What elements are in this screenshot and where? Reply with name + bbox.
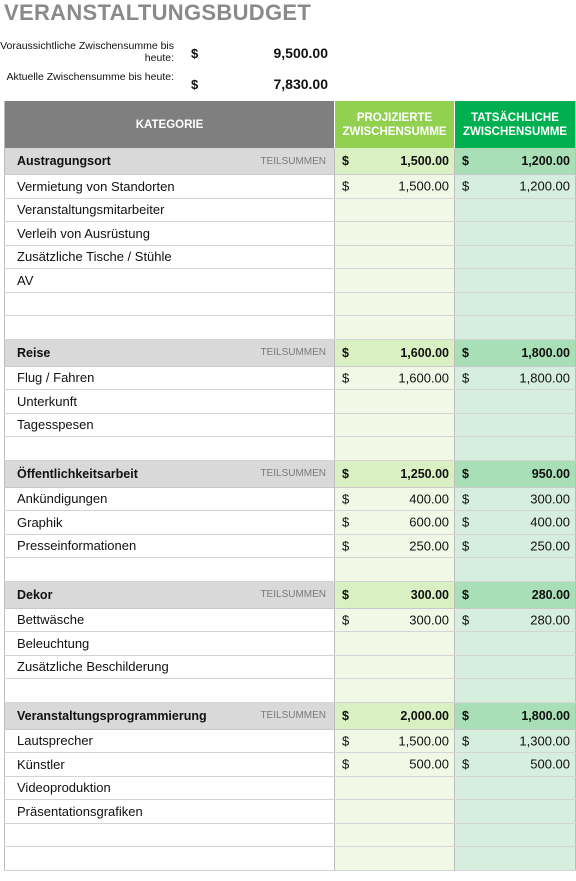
item-actual-cell[interactable] bbox=[455, 316, 576, 340]
table-row bbox=[5, 198, 576, 222]
item-projected-cell[interactable] bbox=[335, 245, 455, 269]
item-name[interactable]: Präsentationsgrafiken bbox=[5, 800, 335, 824]
item-actual-cell[interactable] bbox=[455, 800, 576, 824]
item-name[interactable] bbox=[5, 558, 335, 582]
projected-summary-value: 9,500.00 bbox=[273, 45, 328, 61]
item-projected-amount: 500.00 bbox=[409, 756, 450, 772]
item-projected-cell[interactable] bbox=[335, 729, 455, 753]
item-actual-cell[interactable] bbox=[455, 632, 576, 656]
item-projected-cell[interactable] bbox=[335, 198, 455, 222]
item-projected-currency: $ bbox=[342, 491, 350, 507]
item-name[interactable]: Ankündigungen bbox=[5, 487, 335, 511]
item-actual-cell[interactable] bbox=[455, 413, 576, 437]
category-name[interactable]: Dekor bbox=[5, 581, 245, 608]
item-name[interactable]: Graphik bbox=[5, 511, 335, 535]
item-name[interactable]: AV bbox=[5, 269, 335, 293]
item-actual-cell[interactable] bbox=[455, 487, 576, 511]
item-projected-currency: $ bbox=[342, 612, 350, 628]
item-projected-cell[interactable] bbox=[335, 847, 455, 871]
item-projected-cell[interactable] bbox=[335, 823, 455, 847]
item-projected-cell[interactable] bbox=[335, 269, 455, 293]
item-name[interactable]: Künstler bbox=[5, 753, 335, 777]
item-actual-cell[interactable] bbox=[455, 366, 576, 390]
item-name[interactable]: Veranstaltungsmitarbeiter bbox=[5, 198, 335, 222]
item-name[interactable]: Vermietung von Standorten bbox=[5, 175, 335, 199]
item-actual-amount: 400.00 bbox=[530, 514, 571, 530]
table-row bbox=[5, 316, 576, 340]
table-row bbox=[5, 632, 576, 656]
item-name[interactable] bbox=[5, 316, 335, 340]
item-name[interactable]: Videoproduktion bbox=[5, 776, 335, 800]
item-actual-cell[interactable] bbox=[455, 390, 576, 414]
item-actual-currency: $ bbox=[462, 756, 470, 772]
item-projected-cell[interactable] bbox=[335, 437, 455, 461]
category-actual-currency: $ bbox=[462, 587, 469, 602]
item-name[interactable]: Zusätzliche Tische / Stühle bbox=[5, 245, 335, 269]
category-actual-amount: 1,200.00 bbox=[521, 154, 571, 168]
subtotal-label: TEILSUMMEN bbox=[245, 148, 335, 175]
item-projected-currency: $ bbox=[342, 370, 350, 386]
table-row bbox=[5, 608, 576, 632]
item-projected-currency: $ bbox=[342, 733, 350, 749]
item-name[interactable]: Tagesspesen bbox=[5, 413, 335, 437]
item-projected-currency: $ bbox=[342, 538, 350, 554]
item-projected-cell[interactable] bbox=[335, 222, 455, 246]
category-name[interactable]: Austragungsort bbox=[5, 148, 245, 175]
table-row bbox=[5, 366, 576, 390]
table-header-row bbox=[5, 101, 576, 148]
category-name[interactable]: Reise bbox=[5, 339, 245, 366]
category-row bbox=[5, 581, 576, 608]
item-actual-cell[interactable] bbox=[455, 269, 576, 293]
category-projected-cell[interactable] bbox=[335, 581, 455, 608]
item-projected-cell[interactable] bbox=[335, 534, 455, 558]
item-actual-cell[interactable] bbox=[455, 608, 576, 632]
category-row bbox=[5, 702, 576, 729]
item-projected-amount: 250.00 bbox=[409, 538, 450, 554]
category-projected-amount: 1,250.00 bbox=[400, 466, 450, 481]
item-actual-amount: 250.00 bbox=[530, 538, 571, 554]
table-row bbox=[5, 823, 576, 847]
actual-summary-label: Aktuelle Zwischensumme bis heute: bbox=[6, 71, 174, 83]
item-projected-cell[interactable] bbox=[335, 655, 455, 679]
table-row bbox=[5, 175, 576, 199]
projected-summary bbox=[0, 40, 340, 70]
category-projected-amount: 2,000.00 bbox=[400, 708, 450, 723]
item-actual-currency: $ bbox=[462, 514, 470, 530]
category-actual-cell[interactable] bbox=[455, 460, 576, 487]
projected-summary-label: Voraussichtliche Zwischensumme bis heute: bbox=[0, 40, 174, 64]
item-projected-cell[interactable] bbox=[335, 776, 455, 800]
category-actual-currency: $ bbox=[462, 466, 469, 481]
item-actual-cell[interactable] bbox=[455, 823, 576, 847]
header-projected: PROJIZIERTE ZWISCHENSUMME bbox=[335, 101, 455, 148]
category-actual-cell[interactable] bbox=[455, 702, 576, 729]
item-projected-currency: $ bbox=[342, 178, 350, 194]
item-name[interactable]: Flug / Fahren bbox=[5, 366, 335, 390]
subtotal-label: TEILSUMMEN bbox=[245, 460, 335, 487]
item-actual-cell[interactable] bbox=[455, 558, 576, 582]
item-projected-cell[interactable] bbox=[335, 558, 455, 582]
item-actual-amount: 1,300.00 bbox=[519, 733, 571, 749]
table-row bbox=[5, 390, 576, 414]
category-name[interactable]: Öffentlichkeitsarbeit bbox=[5, 460, 245, 487]
item-actual-cell[interactable] bbox=[455, 534, 576, 558]
table-row bbox=[5, 558, 576, 582]
item-actual-amount: 280.00 bbox=[530, 612, 571, 628]
budget-body bbox=[5, 148, 576, 870]
table-row bbox=[5, 487, 576, 511]
table-row bbox=[5, 534, 576, 558]
category-projected-cell[interactable] bbox=[335, 460, 455, 487]
projected-summary-currency: $ bbox=[191, 46, 199, 61]
category-actual-amount: 950.00 bbox=[531, 466, 571, 481]
item-projected-amount: 1,500.00 bbox=[398, 733, 450, 749]
item-actual-currency: $ bbox=[462, 538, 470, 554]
item-projected-cell[interactable] bbox=[335, 413, 455, 437]
item-projected-cell[interactable] bbox=[335, 632, 455, 656]
item-actual-amount: 500.00 bbox=[530, 756, 571, 772]
table-row bbox=[5, 413, 576, 437]
item-actual-currency: $ bbox=[462, 733, 470, 749]
category-row bbox=[5, 339, 576, 366]
item-projected-cell[interactable] bbox=[335, 487, 455, 511]
item-name[interactable]: Presseinformationen bbox=[5, 534, 335, 558]
item-name[interactable]: Bettwäsche bbox=[5, 608, 335, 632]
category-actual-currency: $ bbox=[462, 154, 469, 168]
table-row bbox=[5, 245, 576, 269]
category-actual-currency: $ bbox=[462, 708, 469, 723]
item-actual-cell[interactable] bbox=[455, 437, 576, 461]
subtotal-label: TEILSUMMEN bbox=[245, 702, 335, 729]
subtotal-label: TEILSUMMEN bbox=[245, 581, 335, 608]
item-actual-currency: $ bbox=[462, 370, 470, 386]
table-row bbox=[5, 753, 576, 777]
item-projected-cell[interactable] bbox=[335, 800, 455, 824]
item-actual-currency: $ bbox=[462, 612, 470, 628]
category-actual-cell[interactable] bbox=[455, 339, 576, 366]
table-row bbox=[5, 655, 576, 679]
table-row bbox=[5, 511, 576, 535]
category-projected-currency: $ bbox=[342, 154, 349, 168]
header-category: KATEGORIE bbox=[5, 101, 335, 148]
item-actual-cell[interactable] bbox=[455, 679, 576, 703]
item-projected-amount: 1,600.00 bbox=[398, 370, 450, 386]
item-name[interactable]: Beleuchtung bbox=[5, 632, 335, 656]
category-actual-amount: 1,800.00 bbox=[521, 345, 571, 360]
category-actual-amount: 1,800.00 bbox=[521, 708, 571, 723]
item-actual-cell[interactable] bbox=[455, 222, 576, 246]
item-actual-cell[interactable] bbox=[455, 292, 576, 316]
item-actual-currency: $ bbox=[462, 491, 470, 507]
actual-summary bbox=[0, 71, 340, 101]
budget-table bbox=[4, 101, 576, 871]
item-actual-cell[interactable] bbox=[455, 245, 576, 269]
item-projected-currency: $ bbox=[342, 756, 350, 772]
subtotal-label: TEILSUMMEN bbox=[245, 339, 335, 366]
actual-summary-value: 7,830.00 bbox=[273, 76, 328, 92]
table-row bbox=[5, 292, 576, 316]
category-actual-cell[interactable] bbox=[455, 148, 576, 175]
item-actual-cell[interactable] bbox=[455, 655, 576, 679]
category-projected-amount: 300.00 bbox=[410, 587, 450, 602]
item-actual-amount: 1,200.00 bbox=[519, 178, 571, 194]
category-projected-amount: 1,500.00 bbox=[400, 154, 450, 168]
item-projected-amount: 1,500.00 bbox=[398, 178, 450, 194]
category-actual-cell[interactable] bbox=[455, 581, 576, 608]
item-projected-amount: 300.00 bbox=[409, 612, 450, 628]
category-actual-amount: 280.00 bbox=[531, 587, 571, 602]
table-row bbox=[5, 729, 576, 753]
page-title: VERANSTALTUNGSBUDGET bbox=[4, 0, 312, 25]
item-projected-currency: $ bbox=[342, 514, 350, 530]
item-actual-cell[interactable] bbox=[455, 511, 576, 535]
item-actual-cell[interactable] bbox=[455, 753, 576, 777]
item-actual-cell[interactable] bbox=[455, 847, 576, 871]
item-name[interactable] bbox=[5, 292, 335, 316]
item-projected-cell[interactable] bbox=[335, 366, 455, 390]
table-row bbox=[5, 776, 576, 800]
category-projected-amount: 1,600.00 bbox=[400, 345, 450, 360]
item-name[interactable]: Verleih von Ausrüstung bbox=[5, 222, 335, 246]
item-projected-cell[interactable] bbox=[335, 316, 455, 340]
item-projected-cell[interactable] bbox=[335, 679, 455, 703]
category-projected-cell[interactable] bbox=[335, 702, 455, 729]
item-actual-cell[interactable] bbox=[455, 198, 576, 222]
item-actual-currency: $ bbox=[462, 178, 470, 194]
category-projected-currency: $ bbox=[342, 466, 349, 481]
header-actual: TATSÄCHLICHE ZWISCHENSUMME bbox=[455, 101, 576, 148]
category-row bbox=[5, 460, 576, 487]
table-row bbox=[5, 269, 576, 293]
category-name[interactable]: Veranstaltungsprogrammierung bbox=[5, 702, 245, 729]
item-projected-cell[interactable] bbox=[335, 511, 455, 535]
category-row bbox=[5, 148, 576, 175]
table-row bbox=[5, 679, 576, 703]
table-row bbox=[5, 847, 576, 871]
category-projected-currency: $ bbox=[342, 587, 349, 602]
item-projected-cell[interactable] bbox=[335, 390, 455, 414]
category-projected-currency: $ bbox=[342, 708, 349, 723]
item-name[interactable] bbox=[5, 823, 335, 847]
item-projected-cell[interactable] bbox=[335, 608, 455, 632]
item-projected-amount: 400.00 bbox=[409, 491, 450, 507]
item-projected-cell[interactable] bbox=[335, 175, 455, 199]
table-row bbox=[5, 437, 576, 461]
table-row bbox=[5, 222, 576, 246]
category-projected-currency: $ bbox=[342, 345, 349, 360]
table-row bbox=[5, 800, 576, 824]
item-name[interactable] bbox=[5, 437, 335, 461]
item-actual-cell[interactable] bbox=[455, 776, 576, 800]
category-projected-cell[interactable] bbox=[335, 148, 455, 175]
item-projected-amount: 600.00 bbox=[409, 514, 450, 530]
item-name[interactable]: Lautsprecher bbox=[5, 729, 335, 753]
item-name[interactable]: Zusätzliche Beschilderung bbox=[5, 655, 335, 679]
item-name[interactable] bbox=[5, 679, 335, 703]
item-name[interactable] bbox=[5, 847, 335, 871]
item-name[interactable]: Unterkunft bbox=[5, 390, 335, 414]
item-projected-cell[interactable] bbox=[335, 753, 455, 777]
item-actual-amount: 300.00 bbox=[530, 491, 571, 507]
actual-summary-currency: $ bbox=[191, 77, 199, 92]
category-projected-cell[interactable] bbox=[335, 339, 455, 366]
item-actual-amount: 1,800.00 bbox=[519, 370, 571, 386]
item-projected-cell[interactable] bbox=[335, 292, 455, 316]
item-actual-cell[interactable] bbox=[455, 175, 576, 199]
item-actual-cell[interactable] bbox=[455, 729, 576, 753]
category-actual-currency: $ bbox=[462, 345, 469, 360]
